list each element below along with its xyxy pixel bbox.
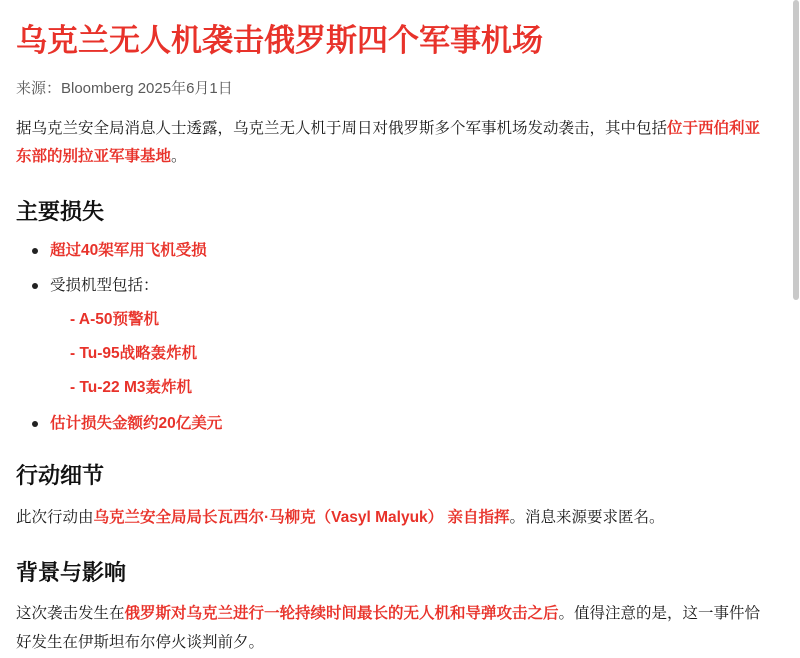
operation-details-paragraph [16, 504, 774, 533]
list-item [30, 274, 774, 400]
lead-paragraph [16, 115, 774, 172]
list-item: - Tu-95战略轰炸机 [70, 345, 198, 363]
background-text-part1: 这次袭击发生在 [16, 605, 125, 623]
detail-text-part1: 此次行动由 [16, 509, 94, 527]
list-item-label: 受损机型包括： [50, 277, 159, 295]
page-title: 乌克兰无人机袭击俄罗斯四个军事机场 [16, 23, 543, 58]
section-heading-losses: 主要损失 [16, 199, 105, 225]
list-item: - Tu-22 M3轰炸机 [70, 378, 192, 396]
list-item: - A-50预警机 [70, 311, 159, 329]
background-paragraph [16, 600, 774, 657]
section-heading-operation-details: 行动细节 [16, 463, 105, 489]
losses-list [16, 239, 774, 437]
list-item [30, 412, 774, 437]
detail-highlight-command: 亲自指挥 [447, 509, 510, 527]
background-highlight: 俄罗斯对乌克兰进行一轮持续时间最长的无人机和导弹攻击之后 [124, 605, 559, 623]
vertical-scrollbar[interactable] [792, 0, 800, 644]
lead-text-part2: 。 [171, 148, 187, 166]
lead-highlight: 位于西伯利亚东部的别拉亚军事基地 [16, 119, 761, 166]
list-item-label: 估计损失金额约20亿美元 [50, 414, 223, 432]
lead-text-part1: 据乌克兰安全局消息人士透露，乌克兰无人机于周日对俄罗斯多个军事机场发动袭击，其中包括 [16, 119, 668, 137]
scrollbar-thumb[interactable] [793, 0, 799, 300]
detail-text-part2: 。消息来源要求匿名。 [509, 509, 665, 527]
aircraft-type-list [50, 308, 774, 400]
section-heading-background: 背景与影响 [16, 559, 127, 585]
detail-highlight-commander: 乌克兰安全局局长瓦西尔·马柳克（Vasyl Malyuk） [93, 509, 444, 527]
list-item-label: 超过40架军用飞机受损 [50, 241, 207, 259]
list-item [30, 239, 774, 264]
source-line: 来源：Bloomberg 2025年6月1日 [16, 79, 233, 97]
background-text-part2: 。值得注意的是，这一事件恰好发生在伊斯坦布尔停火谈判前夕。 [16, 605, 761, 651]
